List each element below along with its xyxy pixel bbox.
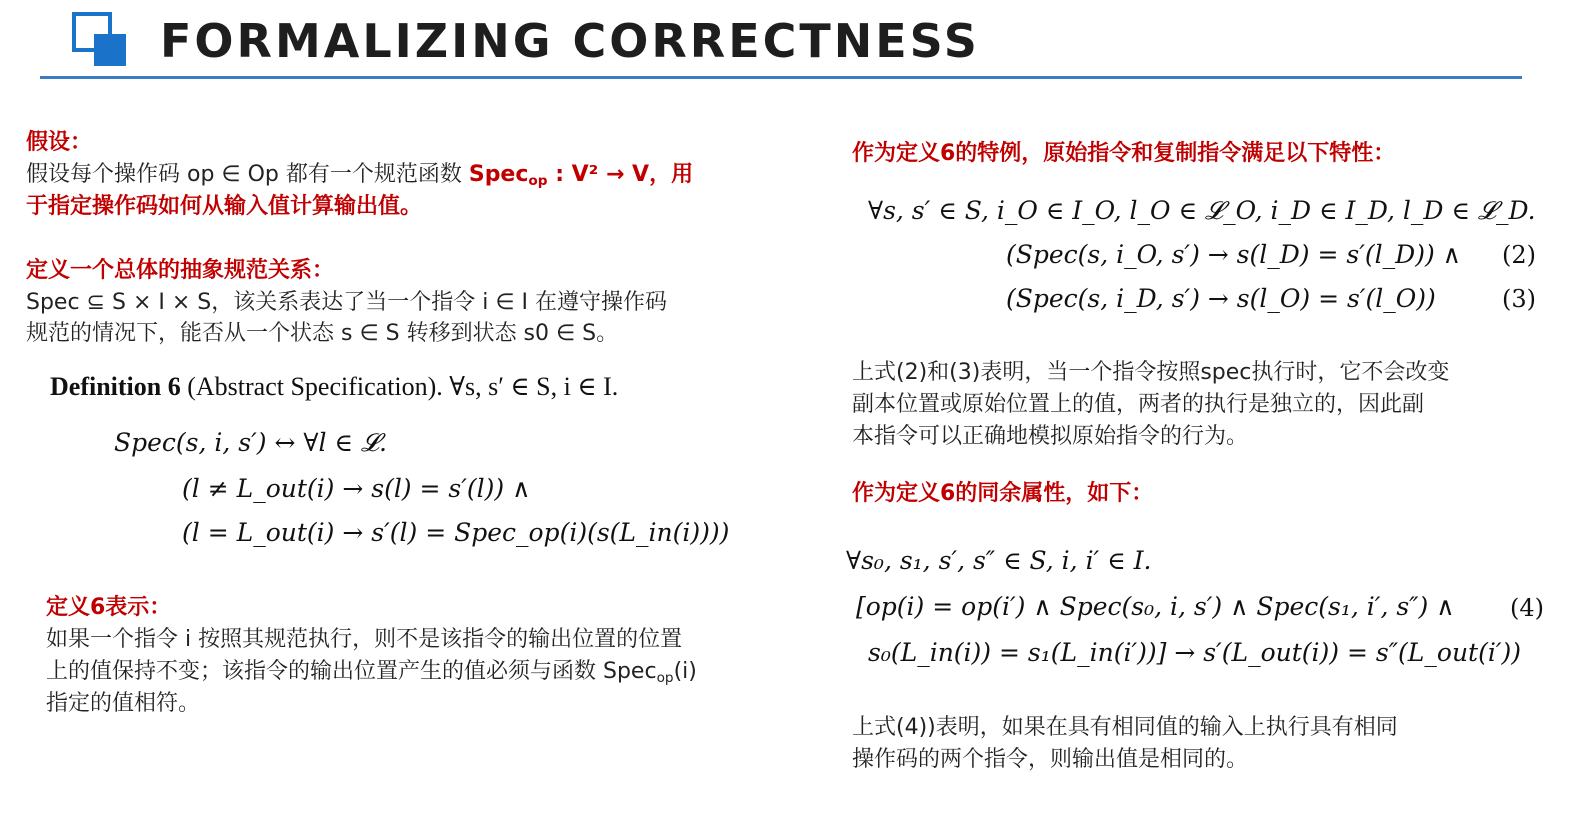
meaning-line-2: 上的值保持不变；该指令的输出位置产生的值必须与函数 Spec$_{op}$(i) xyxy=(46,659,697,687)
relation-line-1: Spec ⊆ S × I × S，该关系表达了当一个指令 i ∈ I 在遵守操作码 xyxy=(26,290,667,315)
logo-icon xyxy=(72,12,128,68)
explanation-1-line-3: 本指令可以正确地模拟原始指令的行为。 xyxy=(852,424,1249,449)
meaning-line-1: 如果一个指令 i 按照其规范执行，则不是该指令的输出位置的位置 xyxy=(46,627,683,652)
congruence-heading: 作为定义6的同余属性，如下： xyxy=(852,481,1154,506)
equation-2: (Spec(s, i_O, s′) → s(l_D) = s′(l_D)) ∧ xyxy=(1006,240,1461,269)
equation-3: (Spec(s, i_D, s′) → s(l_O) = s′(l_O)) xyxy=(1006,284,1436,313)
page-title: FORMALIZING CORRECTNESS xyxy=(160,14,980,68)
assumption-line-1: 假设每个操作码 op ∈ Op 都有一个规范函数 Spec$_{op}$ : V² → V，用 xyxy=(26,162,694,190)
assumption-line-2: 于指定操作码如何从输入值计算输出值。 xyxy=(26,194,423,219)
equation-quantifier: ∀s, s′ ∈ S, i_O ∈ I_O, l_O ∈ 𝓛_O, i_D ∈ I_D, l_D ∈ 𝓛_D. xyxy=(868,196,1536,225)
definition-equation-2: (l ≠ L_out(i) → s(l) = s′(l)) ∧ xyxy=(182,474,531,503)
equation-4-line-1: [op(i) = op(i′) ∧ Spec(s₀, i, s′) ∧ Spec(s₁, i′, s″) ∧ xyxy=(856,592,1455,621)
assumption-heading: 假设： xyxy=(26,130,93,155)
definition-title: Definition 6 (Abstract Specification). ∀s, s′ ∈ S, i ∈ I. xyxy=(50,372,619,401)
explanation-2-line-2: 操作码的两个指令，则输出值是相同的。 xyxy=(852,747,1249,772)
relation-heading: 定义一个总体的抽象规范关系： xyxy=(26,258,335,283)
title-divider xyxy=(40,76,1522,79)
definition-equation-1: Spec(s, i, s′) ↔ ∀l ∈ 𝓛. xyxy=(114,428,387,457)
special-case-heading: 作为定义6的特例，原始指令和复制指令满足以下特性： xyxy=(852,141,1396,166)
definition-equation-3: (l = L_out(i) → s′(l) = Spec_op(i)(s(L_in(i)))) xyxy=(182,518,730,547)
meaning-line-3: 指定的值相符。 xyxy=(46,691,201,716)
equation-3-number: (3) xyxy=(1502,285,1536,313)
relation-line-2: 规范的情况下，能否从一个状态 s ∈ S 转移到状态 s0 ∈ S。 xyxy=(26,321,619,346)
explanation-2-line-1: 上式(4))表明，如果在具有相同值的输入上执行具有相同 xyxy=(852,715,1398,740)
explanation-1-line-1: 上式(2)和(3)表明，当一个指令按照spec执行时，它不会改变 xyxy=(852,360,1450,385)
equation-4-line-2: s₀(L_in(i)) = s₁(L_in(i′))] → s′(L_out(i)) = s″(L_out(i′)) xyxy=(868,638,1522,667)
equation-4-number: (4) xyxy=(1510,594,1544,622)
equation-4-quantifier: ∀s₀, s₁, s′, s″ ∈ S, i, i′ ∈ I. xyxy=(846,546,1152,575)
explanation-1-line-2: 副本位置或原始位置上的值，两者的执行是独立的，因此副 xyxy=(852,392,1425,417)
equation-2-number: (2) xyxy=(1502,241,1536,269)
meaning-heading: 定义6表示： xyxy=(46,595,172,620)
